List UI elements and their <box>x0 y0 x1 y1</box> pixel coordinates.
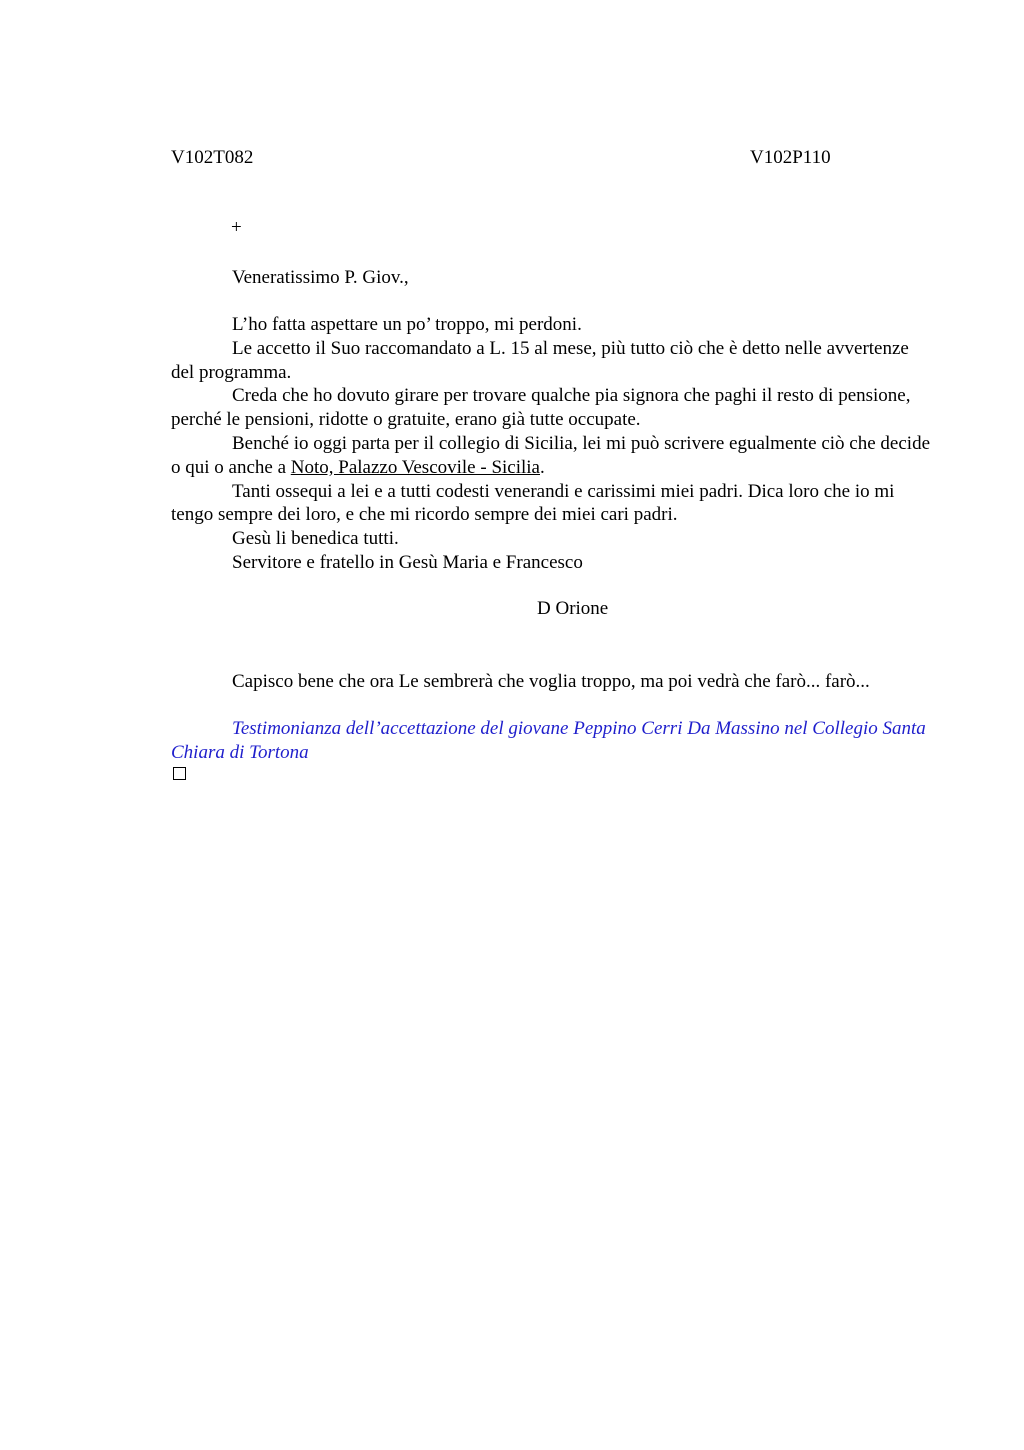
postscript <box>171 670 931 694</box>
paragraph-apology: L’ho fatta aspettare un po’ troppo, mi perdoni. <box>232 314 582 335</box>
paragraph-departure <box>171 432 931 480</box>
paragraph-departure-end: . <box>540 456 545 478</box>
address-underlined: Noto, Palazzo Vescovile - Sicilia <box>290 456 540 478</box>
salutation <box>171 266 931 290</box>
document-reference-right: V102P110 <box>750 147 831 168</box>
paragraph-pension: Creda che ho dovuto girare per trovare qualche pia signora che paghi il resto di pensione, perché le pensioni, ridotte o gratuite, erano già tutte occupate. <box>171 385 911 431</box>
paragraph-blessing: Gesù li benedica tutti. <box>232 528 399 550</box>
cross-symbol: + <box>231 217 242 238</box>
empty-square-icon <box>173 767 186 780</box>
salutation-text: Veneratissimo P. Giov., <box>232 267 409 288</box>
editorial-note-text: Testimonianza dell’accettazione del giovane Peppino Cerri Da Massino nel Collegio Santa Chiara di Tortona <box>171 718 926 763</box>
letter-body <box>171 313 931 575</box>
document-reference-left: V102T082 <box>171 147 254 168</box>
postscript-text: Capisco bene che ora Le sembrerà che voglia troppo, ma poi vedrà che farò... farò... <box>232 671 870 692</box>
signature: D Orione <box>537 598 609 619</box>
paragraph-greetings: Tanti ossequi a lei e a tutti codesti venerandi e carissimi miei padri. Dica loro che io mi tengo sempre dei loro, e che mi ricordo sempre dei miei cari padri. <box>171 480 895 526</box>
editorial-note <box>171 717 931 765</box>
paragraph-departure-text: Benché io oggi parta per il collegio di Sicilia, lei mi può scrivere egualmente ciò che decide o qui o anche a <box>171 432 930 478</box>
paragraph-acceptance: Le accetto il Suo raccomandato a L. 15 al mese, più tutto ciò che è detto nelle avvertenze del programma. <box>171 337 909 383</box>
closing-line: Servitore e fratello in Gesù Maria e Francesco <box>232 551 583 573</box>
